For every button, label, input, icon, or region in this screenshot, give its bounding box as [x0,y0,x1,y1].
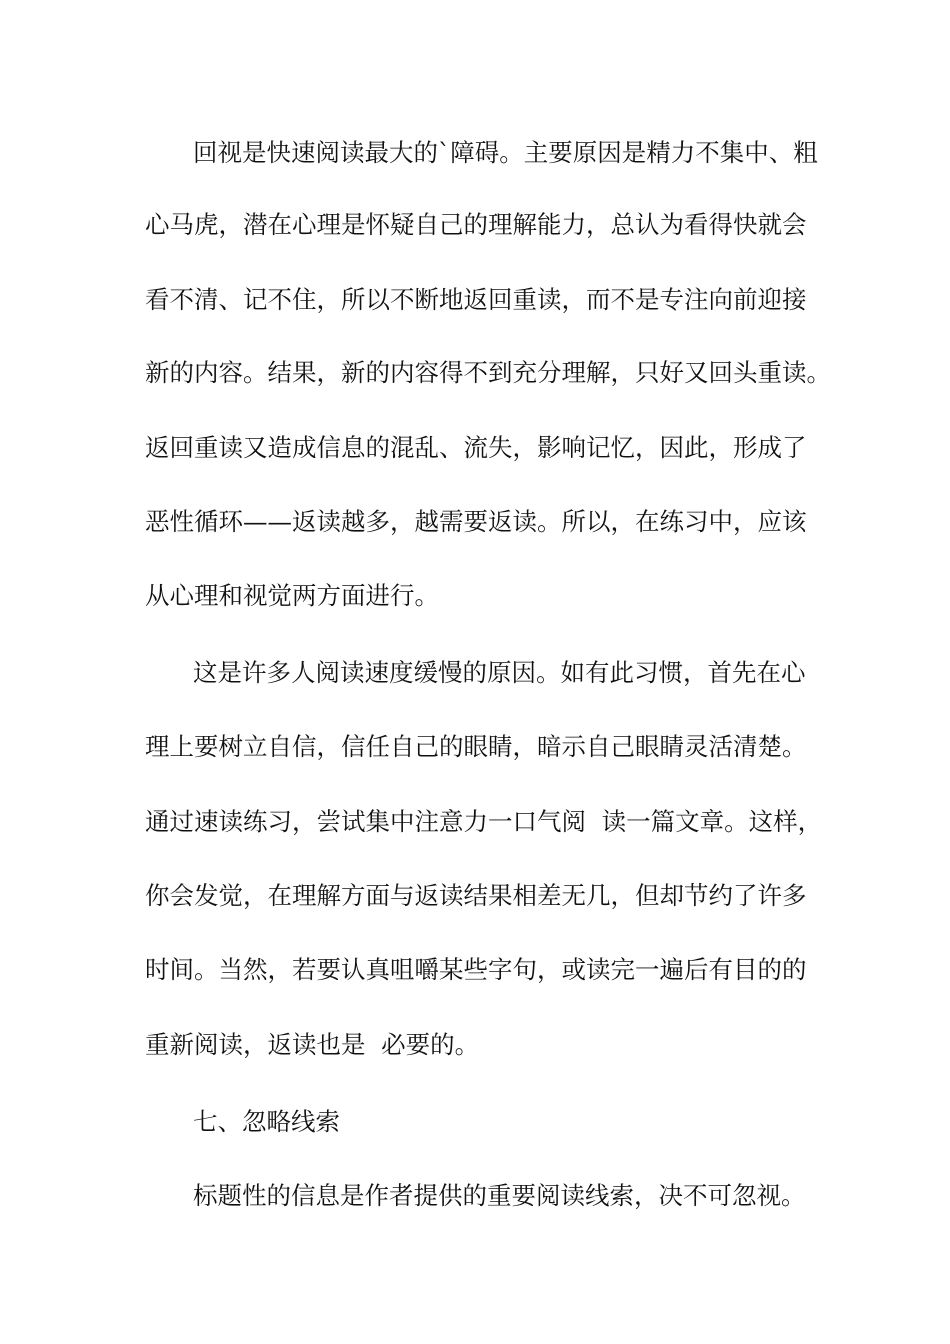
paragraph-1-line-2: 心马虎，潜在心理是怀疑自己的理解能力，总认为看得快就会 [145,210,807,239]
paragraph-2-line-3: 通过速读练习，尝试集中注意力一口气阅 读一篇文章。这样， [145,807,823,836]
paragraph-3-line-1: 标题性的信息是作者提供的重要阅读线索，决不可忽视。 [193,1181,806,1210]
paragraph-1-line-6: 恶性循环——返读越多，越需要返读。所以，在练习中，应该 [145,507,807,536]
paragraph-2-line-2: 理上要树立自信，信任自己的眼睛，暗示自己眼睛灵活清楚。 [145,732,807,761]
paragraph-2-line-5: 时间。当然，若要认真咀嚼某些字句，或读完一遍后有目的的 [145,955,807,984]
paragraph-1-line-1: 回视是快速阅读最大的`障碍。主要原因是精力不集中、粗 [193,138,818,167]
paragraph-2-line-6: 重新阅读，返读也是 必要的。 [145,1030,480,1059]
paragraph-2-line-1: 这是许多人阅读速度缓慢的原因。如有此习惯，首先在心 [193,658,806,687]
paragraph-2-line-4: 你会发觉，在理解方面与返读结果相差无几，但却节约了许多 [145,881,807,910]
paragraph-1-line-5: 返回重读又造成信息的混乱、流失，影响记忆，因此，形成了 [145,433,807,462]
paragraph-1-line-7: 从心理和视觉两方面进行。 [145,581,439,610]
paragraph-1-line-3: 看不清、记不住，所以不断地返回重读，而不是专注向前迎接 [145,285,807,314]
paragraph-1-line-4: 新的内容。结果，新的内容得不到充分理解，只好又回头重读。 [145,358,831,387]
section-heading: 七、忽略线索 [193,1107,340,1136]
